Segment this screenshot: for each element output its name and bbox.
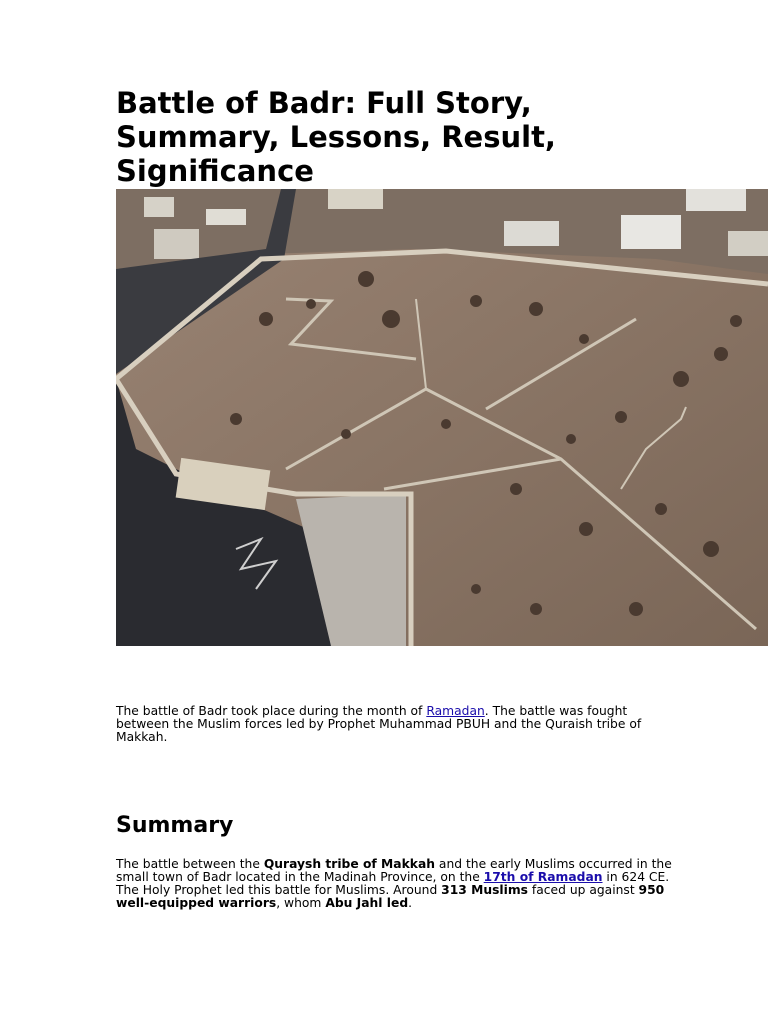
aerial-photo-illustration <box>116 189 768 646</box>
building <box>504 221 559 246</box>
summary-paragraph <box>116 857 672 910</box>
ramadan-link[interactable]: Ramadan <box>426 704 485 718</box>
intro-line-2: between the Muslim forces led by Prophet Muhammad PBUH and the Quraish tribe of <box>116 717 642 731</box>
summary-bold-text: Abu Jahl led <box>325 896 409 910</box>
summary-bold-text: well-equipped warriors <box>116 896 277 910</box>
summary-text: The Holy Prophet led this battle for Muslims. Around <box>116 883 442 897</box>
intro-text: The battle of Badr took place during the month of <box>116 704 427 718</box>
building <box>144 197 174 217</box>
page-title-line-1: Battle of Badr: Full Story, <box>116 86 532 120</box>
summary-text: and the early Muslims occurred in the <box>435 857 672 871</box>
intro-paragraph <box>116 705 656 744</box>
building <box>728 231 768 256</box>
summary-text: , whom <box>276 896 326 910</box>
hero-image-badr-aerial <box>116 189 768 646</box>
page-title <box>116 86 676 188</box>
building <box>621 215 681 249</box>
summary-bold-text: 313 Muslims <box>441 883 528 897</box>
building <box>328 189 383 209</box>
summary-text: faced up against <box>528 883 639 897</box>
summary-bold-text: 950 <box>638 883 665 897</box>
summary-line-4 <box>116 897 656 910</box>
building <box>206 209 246 225</box>
summary-text: The battle between the <box>116 857 264 871</box>
page-title-line-3: Significance <box>116 154 314 188</box>
building <box>154 229 199 259</box>
summary-text: small town of Badr located in the Madinah Province, on the <box>116 870 484 884</box>
17th-of-ramadan-link[interactable]: 17th of Ramadan <box>483 870 603 884</box>
summary-text: in 624 CE. <box>602 870 670 884</box>
summary-bold-text: Quraysh tribe of Makkah <box>263 857 435 871</box>
page-title-line-2: Summary, Lessons, Result, <box>116 120 556 154</box>
intro-text: . The battle was fought <box>484 704 628 718</box>
building <box>686 189 746 211</box>
summary-heading: Summary <box>116 813 234 838</box>
summary-text: . <box>408 896 413 910</box>
intro-line-3: Makkah. <box>116 730 168 744</box>
